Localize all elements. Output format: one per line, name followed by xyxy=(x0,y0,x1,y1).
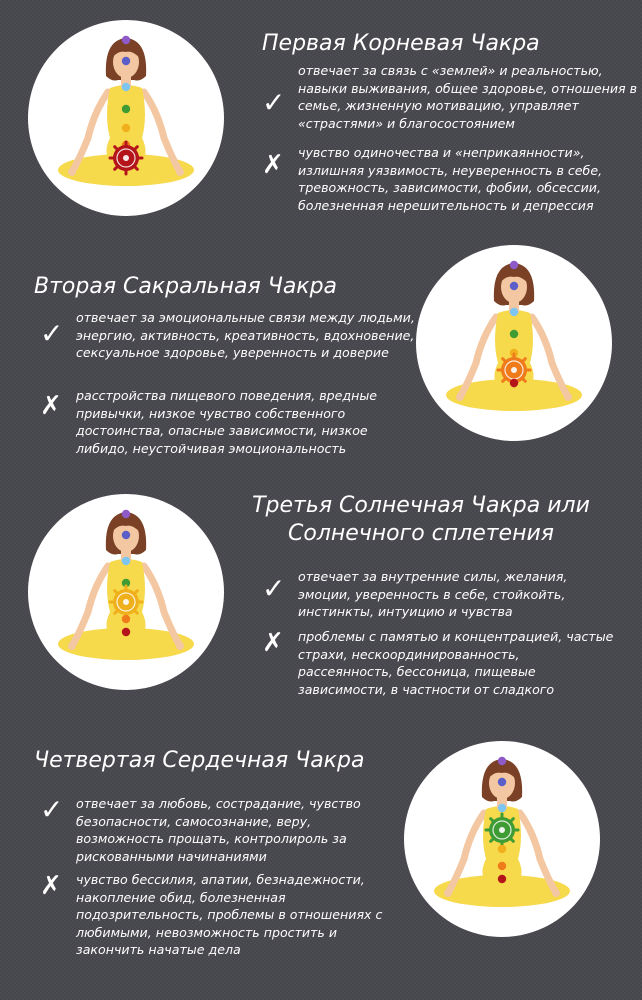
positive-traits-solar xyxy=(262,566,637,626)
checkmark-icon: ✓ xyxy=(40,793,64,826)
negative-traits-heart xyxy=(40,871,410,963)
positive-text-root: отвечает за связь с «землей» и реальностью, навыки выживания, общее здоровье, отношения в семье, жизненную мотивацию, управляет «страстями» и благосостоянием xyxy=(298,63,638,131)
negative-text-sacral: расстройства пищевого поведения, вредные привычки, низкое чувство собственного достоинства, опасные зависимости, низкое либидо, неустойчивая эмоциональность xyxy=(76,388,378,456)
chakra-section-heart xyxy=(0,735,642,980)
cross-icon: ✗ xyxy=(262,150,284,180)
negative-text-root: чувство одиночества и «неприкаянности», излишняя уязвимость, неуверенность в себе, тревожность, зависимости, фобии, обсессии, болезненная нерешительность и депрессия xyxy=(298,145,603,213)
negative-traits-root xyxy=(262,142,637,218)
meditating-woman-illustration xyxy=(416,245,612,441)
meditation-figure-heart xyxy=(404,741,600,937)
positive-text-solar: отвечает за внутренние силы, желания, эмоции, уверенность в себе, стойкойть, инстинкты, интуицию и чувства xyxy=(298,569,568,619)
meditating-woman-illustration xyxy=(28,494,224,690)
positive-traits-root xyxy=(262,60,637,136)
checkmark-icon: ✓ xyxy=(40,317,64,350)
chakra-section-root xyxy=(0,0,642,245)
checkmark-icon: ✓ xyxy=(262,86,286,119)
meditating-woman-illustration xyxy=(404,741,600,937)
positive-text-sacral: отвечает за эмоциональные связи между людьми, энергию, активность, креативность, вдохновение, сексуальное здоровье, уверенность и доверие xyxy=(76,310,415,360)
chakra-title-solar-line1: Третья Солнечная Чакра или xyxy=(252,493,590,518)
meditation-figure-solar xyxy=(28,494,224,690)
negative-text-heart: чувство бессилия, апатии, безнадежности, накопление обид, болезненная подозрительность, проблемы в отношениях с любимыми, невозможность простить и закончить начатые дела xyxy=(76,872,383,957)
cross-icon: ✗ xyxy=(40,871,62,901)
chakra-title-root: Первая Корневая Чакра xyxy=(262,31,540,56)
positive-text-heart: отвечает за любовь, сострадание, чувство безопасности, самосознание, веру, возможность прощать, контролироль за рискованными начинаниями xyxy=(76,796,361,864)
checkmark-icon: ✓ xyxy=(262,572,286,605)
meditation-figure-sacral xyxy=(416,245,612,441)
chakra-title-heart: Четвертая Сердечная Чакра xyxy=(34,748,365,773)
negative-traits-sacral xyxy=(40,387,420,463)
negative-text-solar: проблемы с памятью и концентрацией, частые страхи, нескоординированность, рассеянность, бессоница, пищевые зависимости, в частности от сладкого xyxy=(298,629,614,697)
meditation-figure-root xyxy=(28,20,224,216)
negative-traits-solar xyxy=(262,628,637,704)
positive-traits-heart xyxy=(40,793,410,869)
cross-icon: ✗ xyxy=(40,391,62,421)
meditating-woman-illustration xyxy=(28,20,224,216)
chakra-section-solar xyxy=(0,490,642,735)
chakra-title-sacral: Вторая Сакральная Чакра xyxy=(34,274,338,299)
chakra-section-sacral xyxy=(0,245,642,490)
cross-icon: ✗ xyxy=(262,628,284,658)
chakra-title-solar-line2: Солнечного сплетения xyxy=(288,521,554,546)
positive-traits-sacral xyxy=(40,307,420,383)
